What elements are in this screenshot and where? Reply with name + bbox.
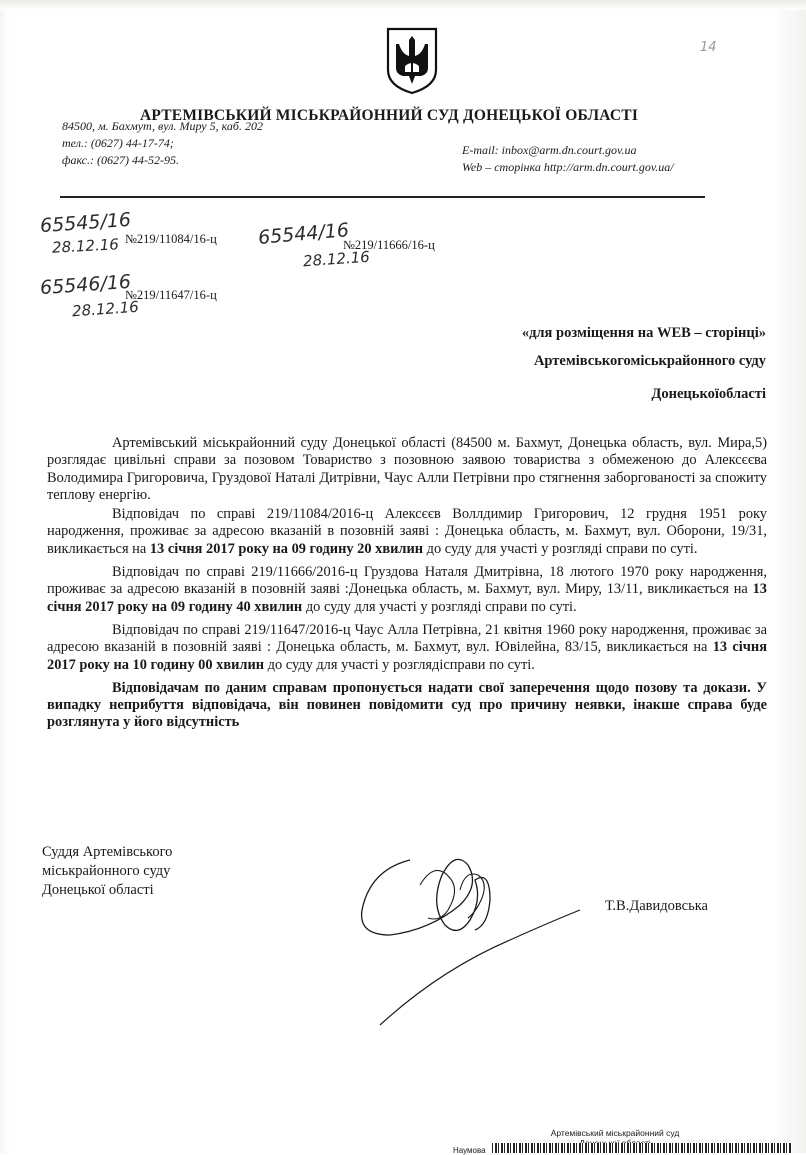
registration-number: 65544/16 — [257, 219, 350, 249]
case-number: №219/11666/16-ц — [343, 238, 435, 252]
notice-body — [47, 435, 767, 732]
defendant-paragraph — [47, 564, 767, 616]
corner-mark: 14 — [700, 40, 717, 55]
header-divider — [60, 196, 705, 198]
case-number: №219/11647/16-ц — [125, 288, 217, 302]
court-title: АРТЕМІВСЬКИЙ МІСЬКРАЙОННИЙ СУД ДОНЕЦЬКОЇ ОБЛАСТІ — [140, 107, 639, 124]
hearing-time: 13 січня 2017 року на 10 годину 00 хвилин — [47, 639, 767, 673]
barcode — [492, 1143, 792, 1153]
notice-intro: Артемівський міськрайонний суду Донецької області (84500 м. Бахмут, Донецька область, вул. Мира,5) розглядає цивільні справи за позовом Товариство з позовною заявою товариства з обмеженою до Алексєєва Володимира Григоровича, Груздової Наталі Дитрівни, Чаус Алли Петрівни про стягнення заборгованості за спожиту теплову енергію. — [47, 435, 767, 503]
court-address: 84500, м. Бахмут, вул. Миру 5, каб. 202 — [62, 119, 263, 133]
registration-date: 28.12.16 — [71, 297, 140, 321]
registration-number: 65546/16 — [39, 270, 132, 300]
court-fax: факс.: (0627) 44-52-95. — [62, 153, 179, 167]
addressee-line: «для розміщення на WEB – сторінці» — [521, 325, 766, 341]
defendant-details: Відповідач по справі 219/11647/2016-ц Чаус Алла Петрівна, 21 квітня 1960 року народження, проживає за адресою вказаній в позовній заяві : Донецька область, м. Бахмут, вул. Ювілейна, 83/15, викликається на — [47, 621, 767, 656]
case-number: №219/11084/16-ц — [125, 232, 217, 246]
stamp-line: Артемівський міськрайонний суд — [550, 1128, 680, 1138]
defendant-paragraph — [47, 622, 767, 674]
judge-position-line: Донецької області — [42, 882, 154, 898]
handwritten-signature — [350, 830, 600, 1030]
defendant-summons: до суду для участі у розгляді справи по суті. — [302, 598, 577, 615]
coat-of-arms-icon — [385, 26, 439, 96]
court-website: Web – сторінка http://arm.dn.court.gov.ua/ — [462, 160, 674, 174]
registration-number: 65545/16 — [39, 208, 132, 238]
addressee-line: Артемівськогоміськрайонного суду — [533, 353, 766, 369]
clerk-name: Наумова — [453, 1146, 486, 1155]
registration-date: 28.12.16 — [302, 247, 371, 271]
defendant-summons: до суду для участі у розглядісправи по суті. — [264, 656, 535, 673]
instruction-text: Відповідачам по даним справам пропонується надати свої заперечення щодо позову та докази. У випадку неприбуття відповідача, він повинен повідомити суд про причину неявки, інакше справа буде розглянута у його відсутність — [47, 679, 767, 731]
judge-name: Т.В.Давидовська — [605, 898, 708, 914]
judge-position — [42, 843, 172, 900]
court-phone: тел.: (0627) 44-17-74; — [62, 136, 174, 150]
defendants-instruction — [47, 680, 767, 732]
hearing-time: 13 січня 2017 року на 09 годину 40 хвилин — [47, 581, 767, 615]
defendant-details: Відповідач по справі 219/11084/2016-ц Алексєєв Воллдимир Григорович, 12 грудня 1951 року народження, проживає за адресою вказаній в позовній заяві : Донецька область, м. Бахмут, вул. Оборони, 19/31, викликається на — [47, 506, 767, 557]
addressee-line: Донецькоїобласті — [651, 386, 766, 402]
court-email: E-mail: inbox@arm.dn.court.gov.ua — [462, 143, 637, 157]
defendant-details: Відповідач по справі 219/11666/2016-ц Груздова Наталя Дмитрівна, 18 лютого 1970 року народження, проживає за адресою вказаній в позовній заяві :Донецька область, м. Бахмут, вул. Миру, 13/11, викликається на — [47, 564, 767, 598]
registration-date: 28.12.16 — [51, 235, 120, 257]
defendant-summons: до суду для участі у розгляді справи по суті. — [423, 540, 698, 557]
judge-position-line: міськрайонного суду — [42, 863, 171, 879]
court-online-contacts — [462, 142, 674, 176]
judge-position-line: Суддя Артемівського — [42, 844, 173, 860]
scan-edge — [0, 0, 806, 10]
defendant-paragraph — [47, 506, 767, 558]
court-contacts — [62, 118, 263, 169]
hearing-time: 13 січня 2017 року на 09 годину 20 хвилин — [149, 540, 424, 557]
